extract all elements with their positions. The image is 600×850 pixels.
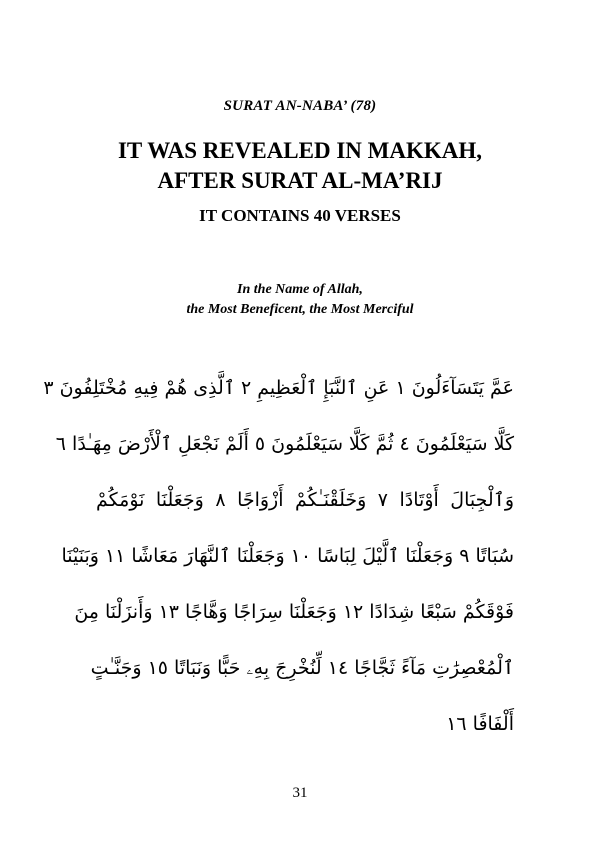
revelation-heading	[0, 136, 600, 196]
arabic-verses	[43, 360, 514, 752]
arabic-line-4: سُبَاتًا ٩ وَجَعَلْنَا ٱلَّيْلَ لِبَاسًا ١٠ وَجَعَلْنَا ٱلنَّهَارَ مَعَاشًا ١١ وَبَنَيْنَا	[61, 545, 514, 567]
page-number: 31	[292, 785, 308, 801]
arabic-line-1: عَمَّ يَتَسَآءَلُونَ ١ عَنِ ٱلنَّبَإِ ٱلْعَظِيمِ ٢ ٱلَّذِى هُمْ فِيهِ مُخْتَلِفُونَ ٣	[43, 377, 514, 399]
basmala-line-2: the Most Beneficent, the Most Merciful	[186, 302, 414, 317]
arabic-line-5: فَوْقَكُمْ سَبْعًا شِدَادًا ١٢ وَجَعَلْنَا سِرَاجًا وَهَّاجًا ١٣ وَأَنزَلْنَا مِنَ	[74, 601, 514, 623]
basmala-translation	[0, 280, 600, 320]
basmala-line-1: In the Name of Allah,	[237, 282, 363, 297]
arabic-line-2: كَلَّا سَيَعْلَمُونَ ٤ ثُمَّ كَلَّا سَيَعْلَمُونَ ٥ أَلَمْ نَجْعَلِ ٱلْأَرْضَ مِهَـٰدًا ٦	[55, 433, 514, 455]
revelation-line-1: IT WAS REVEALED IN MAKKAH,	[117, 138, 483, 163]
arabic-line-7: أَلْفَافًا ١٦	[446, 713, 514, 735]
arabic-line-3: وَٱلْجِبَالَ أَوْتَادًا ٧ وَخَلَقْنَـٰكُمْ أَزْوَاجًا ٨ وَجَعَلْنَا نَوْمَكُمْ	[96, 489, 514, 511]
verse-count-heading: IT CONTAINS 40 VERSES	[199, 206, 401, 225]
arabic-line-6: ٱلْمُعْصِرَٰتِ مَآءً ثَجَّاجًا ١٤ لِّنُخْرِجَ بِهِۦ حَبًّا وَنَبَاتًا ١٥ وَجَنَّـٰتٍ	[90, 657, 514, 679]
surah-title: SURAT AN-NABA’ (78)	[223, 98, 377, 114]
revelation-line-2: AFTER SURAT AL-MA’RIJ	[157, 168, 443, 193]
